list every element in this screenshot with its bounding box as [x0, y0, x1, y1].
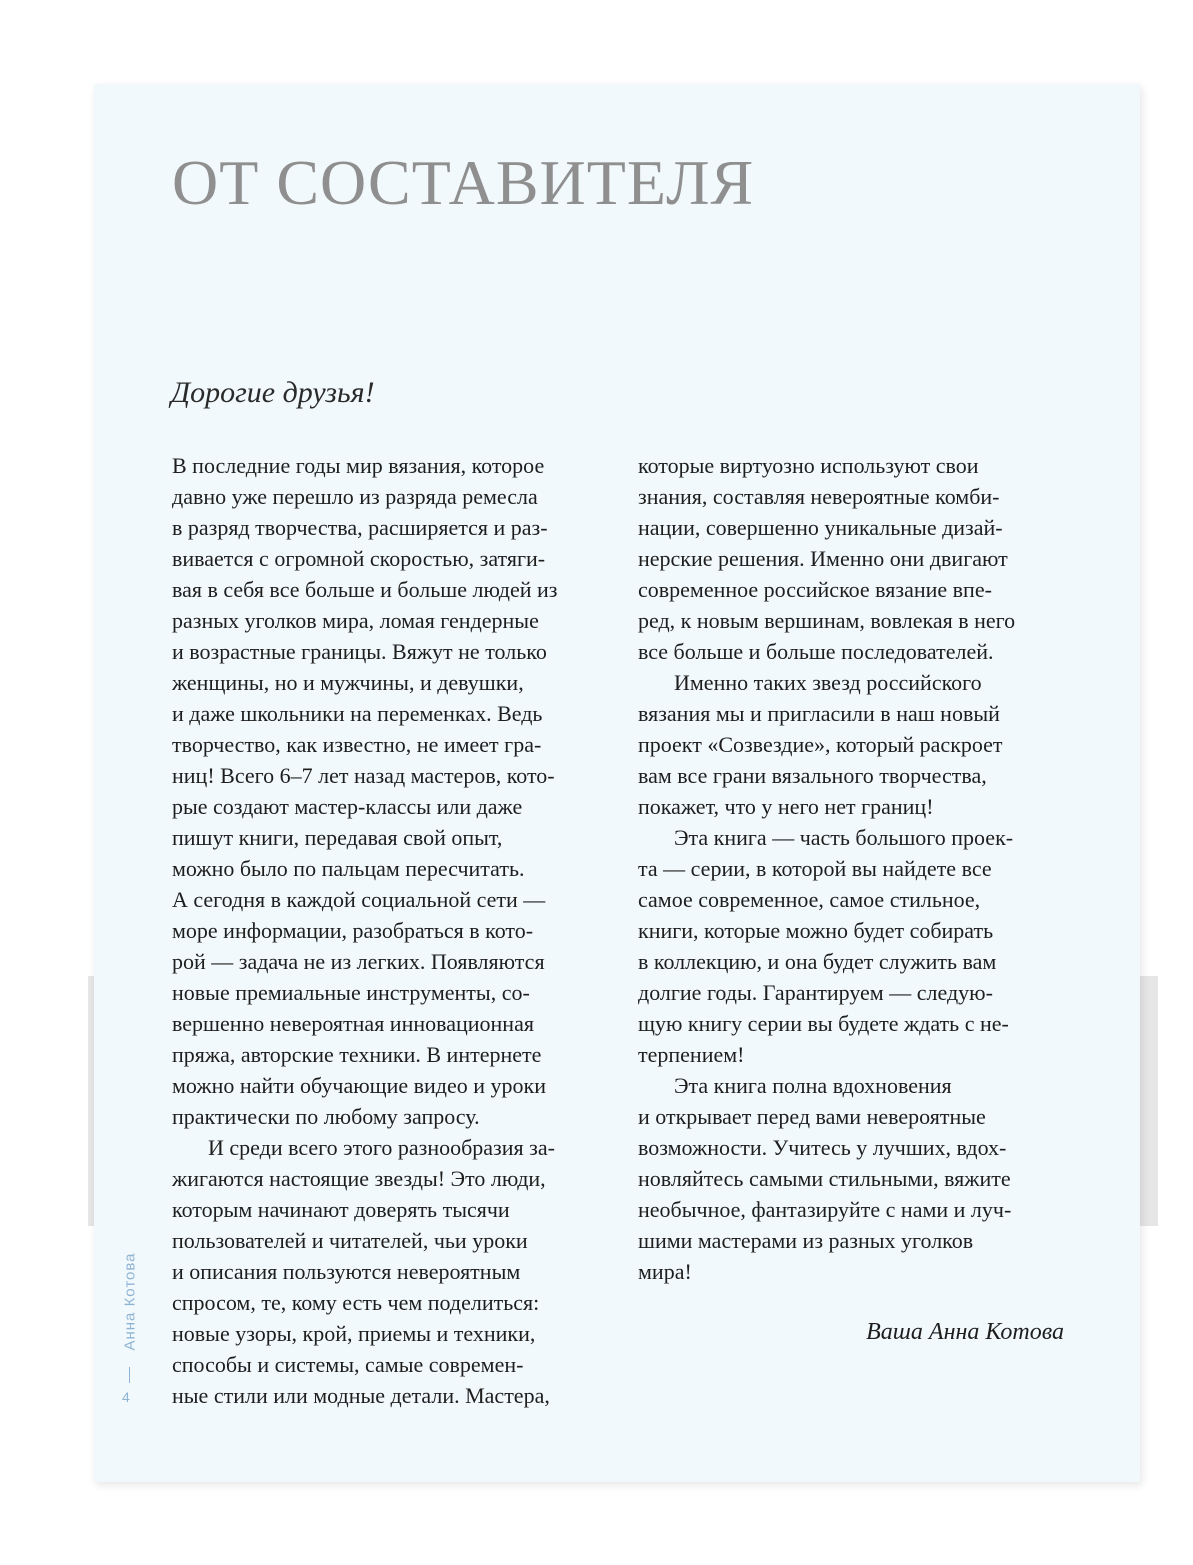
text-line: в коллекцию, и она будет служить вам: [638, 949, 997, 974]
text-line: шими мастерами из разных уголков: [638, 1228, 974, 1253]
text-line: которые виртуозно используют свои: [638, 453, 979, 478]
text-line: Именно таких звезд российского: [674, 670, 982, 695]
text-line: нерские решения. Именно они двигают: [638, 546, 1008, 571]
text-line: вивается с огромной скоростью, затяги-: [172, 546, 546, 571]
text-line: и возрастные границы. Вяжут не только: [172, 639, 547, 664]
text-line: рой — задача не из легких. Появляются: [172, 949, 545, 974]
text-line: давно уже перешло из разряда ремесла: [172, 484, 538, 509]
text-line: знания, составляя невероятные комби-: [638, 484, 1000, 509]
text-line: вершенно невероятная инновационная: [172, 1011, 534, 1036]
text-line: возможности. Учитесь у лучших, вдох-: [638, 1135, 1007, 1160]
running-author-label: Анна Котова: [121, 1251, 139, 1351]
text-line: можно найти обучающие видео и уроки: [172, 1073, 546, 1098]
text-line: все больше и больше последователей.: [638, 639, 994, 664]
text-line: мира!: [638, 1259, 692, 1284]
text-line: и даже школьники на переменках. Ведь: [172, 701, 543, 726]
right-text-column: [638, 450, 1078, 1287]
text-line: рые создают мастер-классы или даже: [172, 794, 523, 819]
text-line: новляйтесь самыми стильными, вяжите: [638, 1166, 1011, 1191]
text-line: нации, совершенно уникальные дизай-: [638, 515, 1003, 540]
text-line: та — серии, в которой вы найдете все: [638, 856, 992, 881]
text-line: женщины, но и мужчины, и девушки,: [172, 670, 524, 695]
text-line: вам все грани вязального творчества,: [638, 763, 987, 788]
text-line: новые премиальные инструменты, со-: [172, 980, 530, 1005]
text-line: и описания пользуются невероятным: [172, 1259, 521, 1284]
text-line: жигаются настоящие звезды! Это люди,: [172, 1166, 546, 1191]
text-line: разных уголков мира, ломая гендерные: [172, 608, 539, 633]
text-line: способы и системы, самые современ-: [172, 1352, 524, 1377]
text-line: книги, которые можно будет собирать: [638, 918, 994, 943]
text-line: вая в себя все больше и больше людей из: [172, 577, 558, 602]
book-page: [94, 84, 1140, 1482]
text-line: ные стили или модные детали. Мастера,: [172, 1383, 550, 1408]
text-line: долгие годы. Гарантируем — следую-: [638, 980, 993, 1005]
text-line: можно было по пальцам пересчитать.: [172, 856, 525, 881]
text-line: щую книгу серии вы будете ждать с не-: [638, 1011, 1009, 1036]
text-line: терпением!: [638, 1042, 745, 1067]
text-line: современное российское вязание впе-: [638, 577, 992, 602]
text-line: необычное, фантазируйте с нами и луч-: [638, 1197, 1012, 1222]
text-line: спросом, те, кому есть чем поделиться:: [172, 1290, 540, 1315]
text-line: которым начинают доверять тысячи: [172, 1197, 510, 1222]
text-line: вязания мы и пригласили в наш новый: [638, 701, 1000, 726]
folio-divider: [129, 1367, 130, 1383]
signature: Ваша Анна Котова: [866, 1319, 1064, 1345]
running-author: [118, 1243, 142, 1359]
text-line: Эта книга полна вдохновения: [674, 1073, 952, 1098]
text-line: пряжа, авторские техники. В интернете: [172, 1042, 542, 1067]
page-title: ОТ СОСТАВИТЕЛЯ: [172, 147, 755, 218]
greeting: Дорогие друзья!: [171, 376, 375, 409]
page-number: 4: [122, 1389, 130, 1405]
text-line: в разряд творчества, расширяется и раз-: [172, 515, 548, 540]
text-line: В последние годы мир вязания, которое: [172, 453, 545, 478]
text-line: самое современное, самое стильное,: [638, 887, 981, 912]
text-line: творчество, как известно, не имеет гра-: [172, 732, 542, 757]
text-line: ниц! Всего 6–7 лет назад мастеров, кото-: [172, 763, 555, 788]
text-line: и открывает перед вами невероятные: [638, 1104, 986, 1129]
text-line: Эта книга — часть большого проек-: [674, 825, 1014, 850]
left-text-column: [172, 450, 612, 1411]
text-line: новые узоры, крой, приемы и техники,: [172, 1321, 536, 1346]
text-line: проект «Созвездие», который раскроет: [638, 732, 1003, 757]
text-line: ред, к новым вершинам, вовлекая в него: [638, 608, 1016, 633]
text-line: пользователей и читателей, чьи уроки: [172, 1228, 528, 1253]
text-line: практически по любому запросу.: [172, 1104, 480, 1129]
text-line: пишут книги, передавая свой опыт,: [172, 825, 503, 850]
text-line: море информации, разобраться в кото-: [172, 918, 534, 943]
text-line: покажет, что у него нет границ!: [638, 794, 934, 819]
text-line: И среди всего этого разнообразия за-: [208, 1135, 555, 1160]
text-line: А сегодня в каждой социальной сети —: [172, 887, 546, 912]
